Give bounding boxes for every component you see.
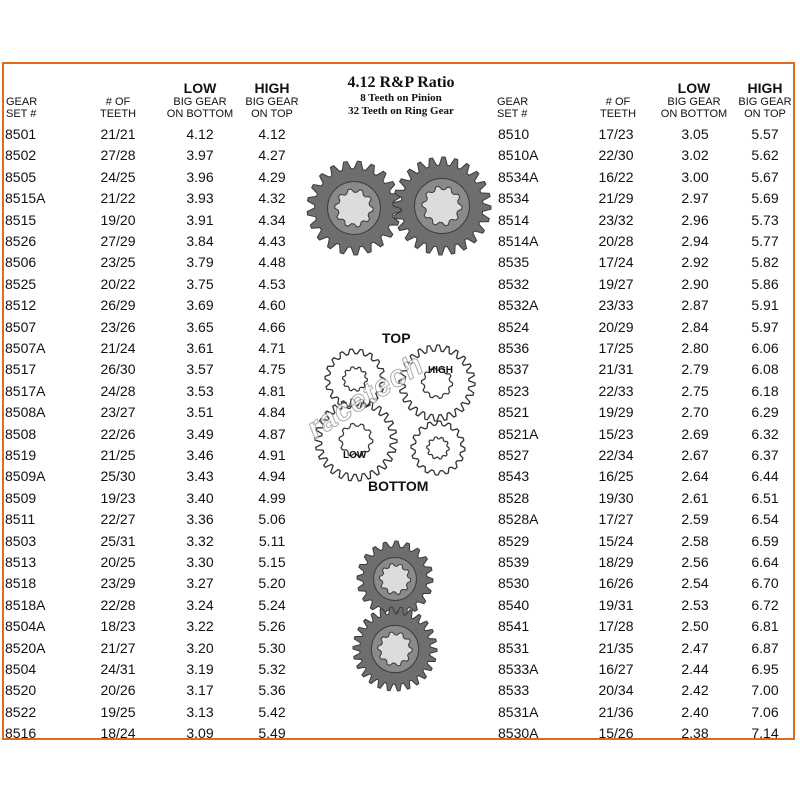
gear-set-cell: 8532: [498, 275, 530, 292]
low-ratio-cell: 3.13: [186, 703, 214, 720]
high-ratio-cell: 5.77: [751, 233, 779, 249]
gear-set-cell: 8533: [498, 682, 530, 699]
low-ratio-cell: 3.57: [186, 361, 214, 378]
gear-set-cell: 8534A: [498, 168, 539, 185]
teeth-cell: 22/34: [598, 447, 634, 463]
gear-set-cell: 8520A: [5, 639, 46, 656]
teeth-cell: 19/30: [598, 489, 634, 506]
gear-set-cell: 8508: [5, 425, 37, 442]
low-ratio-cell: 2.97: [681, 190, 709, 207]
high-ratio-cell: 4.34: [258, 211, 286, 228]
gear-set-cell: 8511: [5, 511, 36, 528]
low-ratio-cell: 2.96: [681, 211, 709, 228]
high-ratio-cell: 6.64: [751, 554, 779, 570]
teeth-cell: 21/21: [100, 126, 136, 142]
teeth-cell: 15/23: [598, 425, 634, 442]
low-ratio-cell: 2.69: [681, 425, 709, 442]
high-ratio-cell: 6.18: [751, 382, 779, 399]
teeth-cell: 18/23: [100, 618, 136, 635]
teeth-cell: 27/29: [100, 233, 136, 249]
gear-set-cell: 8509A: [5, 468, 46, 485]
high-ratio-cell: 5.42: [258, 703, 286, 720]
teeth-cell: 21/36: [598, 703, 634, 720]
low-ratio-cell: 3.30: [186, 554, 214, 570]
gear-set-cell: 8525: [5, 275, 37, 292]
header-teeth-label: TEETH: [599, 108, 637, 120]
header-of-label: # OF: [105, 96, 131, 108]
low-ratio-cell: 2.80: [681, 340, 709, 356]
low-ratio-cell: 3.84: [186, 233, 214, 249]
high-ratio-cell: 5.32: [258, 661, 286, 677]
header-high-title: HIGH: [747, 80, 783, 96]
teeth-cell: 23/26: [100, 318, 136, 335]
gear-set-cell: 8507: [5, 318, 37, 335]
teeth-cell: 24/28: [100, 382, 136, 399]
gear-set-cell: 8512: [5, 297, 37, 314]
header-high-line2: ON TOP: [744, 108, 786, 120]
low-ratio-cell: 2.61: [681, 489, 709, 506]
gear-set-cell: 8528A: [498, 511, 539, 528]
teeth-cell: 18/24: [100, 725, 136, 742]
low-ratio-cell: 3.24: [186, 596, 214, 613]
low-ratio-cell: 3.32: [186, 532, 214, 549]
header-low-line2: ON BOTTOM: [660, 108, 728, 120]
low-ratio-cell: 3.27: [186, 575, 214, 592]
gear-set-cell: 8510: [498, 126, 530, 142]
gear-photo-icon: [352, 606, 438, 692]
high-ratio-cell: 5.86: [751, 275, 779, 292]
low-ratio-cell: 3.53: [186, 382, 214, 399]
gear-set-cell: 8518A: [5, 596, 46, 613]
gear-set-cell: 8507A: [5, 340, 46, 356]
high-ratio-cell: 4.75: [258, 361, 286, 378]
gear-set-cell: 8504A: [5, 618, 46, 635]
gear-set-cell: 8502: [5, 147, 37, 164]
high-ratio-cell: 5.97: [751, 318, 779, 335]
high-ratio-cell: 6.70: [751, 575, 779, 592]
header-of-label: # OF: [605, 96, 631, 108]
teeth-cell: 26/29: [100, 297, 136, 314]
teeth-cell: 16/22: [598, 168, 634, 185]
teeth-cell: 20/22: [100, 275, 136, 292]
gear-set-cell: 8526: [5, 233, 37, 249]
gear-set-cell: 8505: [5, 168, 37, 185]
teeth-cell: 20/34: [598, 682, 634, 699]
teeth-cell: 27/28: [100, 147, 136, 164]
high-ratio-cell: 6.29: [751, 404, 779, 421]
low-ratio-cell: 2.92: [681, 254, 709, 271]
teeth-cell: 21/27: [100, 639, 136, 656]
teeth-cell: 22/33: [598, 382, 634, 399]
low-ratio-cell: 3.05: [681, 126, 709, 142]
teeth-cell: 21/25: [100, 447, 136, 463]
high-ratio-cell: 6.37: [751, 447, 779, 463]
teeth-cell: 16/27: [598, 661, 634, 677]
teeth-cell: 16/26: [598, 575, 634, 592]
teeth-cell: 21/31: [598, 361, 634, 378]
high-ratio-cell: 4.84: [258, 404, 286, 421]
gear-set-cell: 8539: [498, 554, 530, 570]
gear-set-cell: 8515A: [5, 190, 46, 207]
low-ratio-cell: 2.79: [681, 361, 709, 378]
gear-set-cell: 8523: [498, 382, 530, 399]
high-ratio-cell: 4.29: [258, 168, 286, 185]
low-ratio-cell: 3.17: [186, 682, 214, 699]
high-ratio-cell: 5.67: [751, 168, 779, 185]
low-ratio-cell: 2.53: [681, 596, 709, 613]
high-ratio-cell: 5.24: [258, 596, 286, 613]
high-ratio-cell: 6.59: [751, 532, 779, 549]
right-header-gear-set: [497, 96, 528, 120]
teeth-cell: 22/30: [598, 147, 634, 164]
low-ratio-cell: 2.44: [681, 661, 709, 677]
high-ratio-cell: 5.20: [258, 575, 286, 592]
gear-set-cell: 8530A: [498, 725, 539, 742]
gear-outline-icon: [410, 420, 466, 476]
low-ratio-cell: 2.58: [681, 532, 709, 549]
low-ratio-cell: 3.40: [186, 489, 214, 506]
gear-set-cell: 8541: [498, 618, 530, 635]
low-ratio-cell: 3.09: [186, 725, 214, 742]
left-header-low: [160, 80, 240, 120]
teeth-cell: 19/29: [598, 404, 634, 421]
gear-set-cell: 8533A: [498, 661, 539, 677]
teeth-cell: 20/29: [598, 318, 634, 335]
gear-set-cell: 8532A: [498, 297, 539, 314]
gear-set-cell: 8524: [498, 318, 530, 335]
gear-set-cell: 8529: [498, 532, 530, 549]
low-ratio-cell: 3.36: [186, 511, 214, 528]
teeth-cell: 22/26: [100, 425, 136, 442]
diagram-high-label: HIGH: [428, 365, 453, 376]
low-ratio-cell: 3.96: [186, 168, 214, 185]
teeth-cell: 19/23: [100, 489, 136, 506]
gear-set-cell: 8509: [5, 489, 37, 506]
gear-set-cell: 8513: [5, 554, 37, 570]
teeth-cell: 21/29: [598, 190, 634, 207]
header-gear-label: GEAR: [497, 96, 529, 108]
watermark-text: racetech: [300, 347, 430, 446]
teeth-cell: 19/25: [100, 703, 136, 720]
low-ratio-cell: 2.50: [681, 618, 709, 635]
gear-set-cell: 8514: [498, 211, 530, 228]
gear-set-cell: 8503: [5, 532, 37, 549]
gear-set-cell: 8518: [5, 575, 37, 592]
low-ratio-cell: 2.94: [681, 233, 709, 249]
low-ratio-cell: 2.67: [681, 447, 709, 463]
gear-set-cell: 8543: [498, 468, 530, 485]
teeth-cell: 23/29: [100, 575, 136, 592]
high-ratio-cell: 5.82: [751, 254, 779, 271]
high-ratio-cell: 4.66: [258, 318, 286, 335]
gear-set-cell: 8530: [498, 575, 530, 592]
gear-set-cell: 8531A: [498, 703, 539, 720]
high-ratio-cell: 5.57: [751, 126, 779, 142]
high-ratio-cell: 7.14: [751, 725, 779, 742]
high-ratio-cell: 7.00: [751, 682, 779, 699]
high-ratio-cell: 5.91: [751, 297, 779, 314]
gear-set-cell: 8534: [498, 190, 530, 207]
gear-photo-icon: [392, 156, 492, 256]
low-ratio-cell: 3.46: [186, 447, 214, 463]
high-ratio-cell: 5.15: [258, 554, 286, 570]
teeth-cell: 23/33: [598, 297, 634, 314]
high-ratio-cell: 4.43: [258, 233, 286, 249]
teeth-cell: 15/24: [598, 532, 634, 549]
low-ratio-cell: 3.75: [186, 275, 214, 292]
high-ratio-cell: 4.48: [258, 254, 286, 271]
gear-set-cell: 8521A: [498, 425, 539, 442]
low-ratio-cell: 2.38: [681, 725, 709, 742]
low-ratio-cell: 2.47: [681, 639, 709, 656]
low-ratio-cell: 3.61: [186, 340, 214, 356]
high-ratio-cell: 6.06: [751, 340, 779, 356]
gear-set-cell: 8528: [498, 489, 530, 506]
left-header-high: [240, 80, 304, 120]
teeth-cell: 17/23: [598, 126, 634, 142]
teeth-cell: 18/29: [598, 554, 634, 570]
high-ratio-cell: 4.27: [258, 147, 286, 164]
teeth-cell: 23/25: [100, 254, 136, 271]
high-ratio-cell: 6.51: [751, 489, 779, 506]
header-low-line1: BIG GEAR: [173, 96, 227, 108]
gear-set-cell: 8510A: [498, 147, 539, 164]
low-ratio-cell: 2.84: [681, 318, 709, 335]
teeth-cell: 20/28: [598, 233, 634, 249]
header-high-title: HIGH: [254, 80, 290, 96]
low-ratio-cell: 3.51: [186, 404, 214, 421]
low-ratio-cell: 2.64: [681, 468, 709, 485]
gear-set-cell: 8527: [498, 447, 530, 463]
teeth-cell: 25/31: [100, 532, 136, 549]
low-ratio-cell: 3.65: [186, 318, 214, 335]
high-ratio-cell: 6.87: [751, 639, 779, 656]
low-ratio-cell: 2.42: [681, 682, 709, 699]
gear-set-cell: 8501: [5, 126, 37, 142]
low-ratio-cell: 3.97: [186, 147, 214, 164]
high-ratio-cell: 5.69: [751, 190, 779, 207]
gear-set-cell: 8540: [498, 596, 530, 613]
low-ratio-cell: 3.02: [681, 147, 709, 164]
gear-set-cell: 8514A: [498, 233, 539, 249]
low-ratio-cell: 3.19: [186, 661, 214, 677]
header-teeth-label: TEETH: [99, 108, 137, 120]
low-ratio-cell: 2.56: [681, 554, 709, 570]
header-gear-label: GEAR: [6, 96, 38, 108]
header-low-line2: ON BOTTOM: [166, 108, 234, 120]
high-ratio-cell: 5.06: [258, 511, 286, 528]
teeth-cell: 19/20: [100, 211, 136, 228]
teeth-cell: 24/31: [100, 661, 136, 677]
low-ratio-cell: 2.90: [681, 275, 709, 292]
gear-set-cell: 8517: [5, 361, 37, 378]
ratio-title-block: [318, 74, 484, 118]
teeth-cell: 17/28: [598, 618, 634, 635]
ring-gear-teeth-line: 32 Teeth on Ring Gear: [348, 105, 454, 117]
teeth-cell: 20/25: [100, 554, 136, 570]
teeth-cell: 21/35: [598, 639, 634, 656]
low-ratio-cell: 2.70: [681, 404, 709, 421]
gear-set-cell: 8515: [5, 211, 37, 228]
gear-set-cell: 8516: [5, 725, 37, 742]
high-ratio-cell: 5.49: [258, 725, 286, 742]
ratio-title: 4.12 R&P Ratio: [347, 74, 455, 91]
high-ratio-cell: 5.36: [258, 682, 286, 699]
header-low-title: LOW: [183, 80, 217, 96]
teeth-cell: 19/31: [598, 596, 634, 613]
gear-set-cell: 8508A: [5, 404, 46, 421]
low-ratio-cell: 4.12: [186, 126, 214, 142]
header-high-line1: BIG GEAR: [738, 96, 792, 108]
gear-set-cell: 8521: [498, 404, 530, 421]
teeth-cell: 26/30: [100, 361, 136, 378]
gear-set-cell: 8531: [498, 639, 530, 656]
diagram-top-label: TOP: [382, 330, 411, 346]
gear-set-cell: 8520: [5, 682, 37, 699]
gear-set-cell: 8517A: [5, 382, 46, 399]
teeth-cell: 21/24: [100, 340, 136, 356]
high-ratio-cell: 6.44: [751, 468, 779, 485]
teeth-cell: 17/24: [598, 254, 634, 271]
high-ratio-cell: 4.12: [258, 126, 286, 142]
left-header-gear-set: [6, 96, 37, 120]
diagram-bottom-label: BOTTOM: [368, 478, 429, 494]
high-ratio-cell: 4.60: [258, 297, 286, 314]
low-ratio-cell: 2.54: [681, 575, 709, 592]
high-ratio-cell: 4.32: [258, 190, 286, 207]
teeth-cell: 16/25: [598, 468, 634, 485]
low-ratio-cell: 3.69: [186, 297, 214, 314]
gear-set-cell: 8536: [498, 340, 530, 356]
header-high-line1: BIG GEAR: [245, 96, 299, 108]
teeth-cell: 21/22: [100, 190, 136, 207]
teeth-cell: 17/25: [598, 340, 634, 356]
high-ratio-cell: 5.73: [751, 211, 779, 228]
header-set-label: SET #: [497, 108, 528, 120]
low-ratio-cell: 3.49: [186, 425, 214, 442]
high-ratio-cell: 7.06: [751, 703, 779, 720]
low-ratio-cell: 2.87: [681, 297, 709, 314]
high-ratio-cell: 4.99: [258, 489, 286, 506]
teeth-cell: 17/27: [598, 511, 634, 528]
header-low-title: LOW: [677, 80, 711, 96]
high-ratio-cell: 6.81: [751, 618, 779, 635]
low-ratio-cell: 2.59: [681, 511, 709, 528]
header-high-line2: ON TOP: [251, 108, 293, 120]
header-set-label: SET #: [6, 108, 37, 120]
gear-set-cell: 8506: [5, 254, 37, 271]
low-ratio-cell: 2.75: [681, 382, 709, 399]
right-header-high: [734, 80, 796, 120]
diagram-low-label: LOW: [343, 450, 367, 461]
teeth-cell: 24/25: [100, 168, 136, 185]
gear-photo-icon: [306, 160, 402, 256]
gear-set-cell: 8522: [5, 703, 37, 720]
teeth-cell: 22/28: [100, 596, 136, 613]
low-ratio-cell: 2.40: [681, 703, 709, 720]
gear-set-cell: 8504: [5, 661, 37, 677]
left-header-teeth: [98, 96, 138, 120]
high-ratio-cell: 4.81: [258, 382, 286, 399]
low-ratio-cell: 3.93: [186, 190, 214, 207]
teeth-cell: 25/30: [100, 468, 136, 485]
teeth-cell: 15/26: [598, 725, 634, 742]
header-low-line1: BIG GEAR: [667, 96, 721, 108]
right-header-low: [654, 80, 734, 120]
high-ratio-cell: 5.30: [258, 639, 286, 656]
low-ratio-cell: 3.91: [186, 211, 214, 228]
high-ratio-cell: 6.72: [751, 596, 779, 613]
high-ratio-cell: 5.26: [258, 618, 286, 635]
gear-set-cell: 8537: [498, 361, 530, 378]
teeth-cell: 22/27: [100, 511, 136, 528]
teeth-cell: 19/27: [598, 275, 634, 292]
high-ratio-cell: 6.95: [751, 661, 779, 677]
high-ratio-cell: 5.11: [258, 532, 286, 549]
low-ratio-cell: 3.00: [681, 168, 709, 185]
low-ratio-cell: 3.20: [186, 639, 214, 656]
low-ratio-cell: 3.79: [186, 254, 214, 271]
high-ratio-cell: 4.53: [258, 275, 286, 292]
gear-set-cell: 8535: [498, 254, 530, 271]
gear-set-cell: 8519: [5, 447, 37, 463]
high-ratio-cell: 6.54: [751, 511, 779, 528]
high-ratio-cell: 5.62: [751, 147, 779, 164]
right-header-teeth: [598, 96, 638, 120]
low-ratio-cell: 3.43: [186, 468, 214, 485]
high-ratio-cell: 6.08: [751, 361, 779, 378]
low-ratio-cell: 3.22: [186, 618, 214, 635]
teeth-cell: 23/32: [598, 211, 634, 228]
high-ratio-cell: 4.94: [258, 468, 286, 485]
pinion-teeth-line: 8 Teeth on Pinion: [360, 92, 442, 104]
high-ratio-cell: 6.32: [751, 425, 779, 442]
high-ratio-cell: 4.91: [258, 447, 286, 463]
teeth-cell: 20/26: [100, 682, 136, 699]
high-ratio-cell: 4.87: [258, 425, 286, 442]
high-ratio-cell: 4.71: [258, 340, 286, 356]
teeth-cell: 23/27: [100, 404, 136, 421]
